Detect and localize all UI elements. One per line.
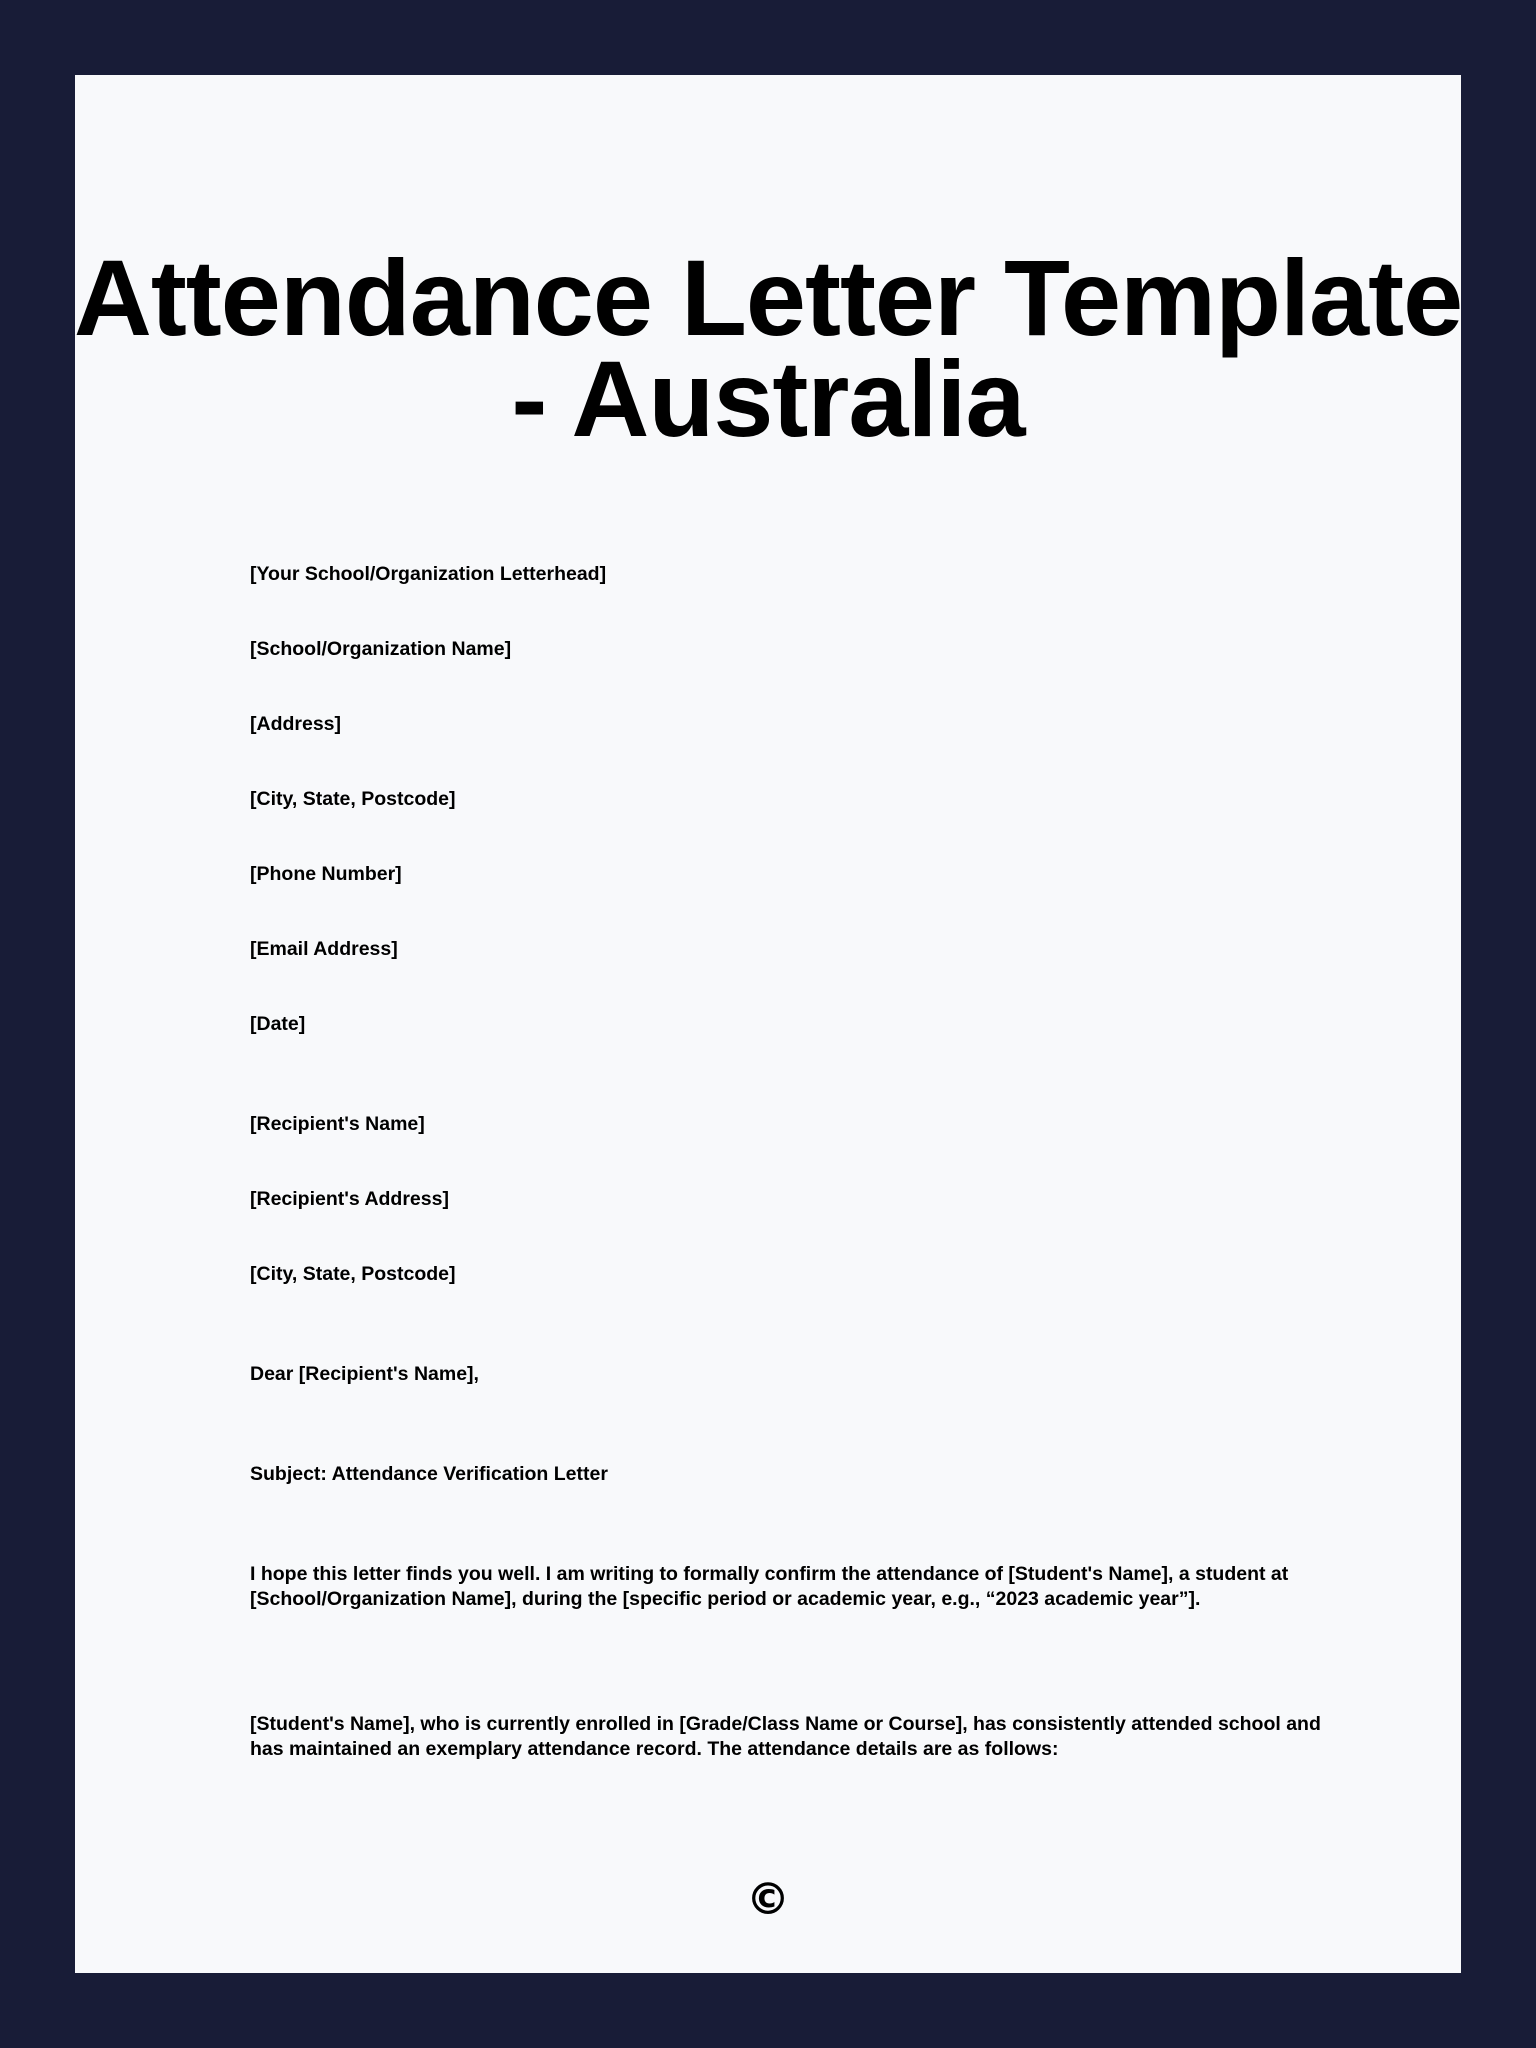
document-title: Attendance Letter Template - Australia [73, 237, 1463, 459]
sender-letterhead: [Your School/Organization Letterhead] [250, 563, 607, 585]
body-paragraph: I hope this letter finds you well. I am writing to formally confirm the attendance of [Student's Name], a student at [School/Organization Name], during the [specific period or academic year, e.g., “2023 academic year”]. [250, 1563, 1289, 1610]
sender-city-state-postcode: [City, State, Postcode] [250, 788, 456, 810]
recipient-city-state-postcode: [City, State, Postcode] [250, 1263, 456, 1285]
recipient-name: [Recipient's Name] [250, 1113, 425, 1135]
body-paragraph: [Student's Name], who is currently enrolled in [Grade/Class Name or Course], has consistently attended school and has maintained an exemplary attendance record. The attendance details are as follows: [250, 1713, 1321, 1760]
document-page [75, 75, 1461, 1973]
recipient-address: [Recipient's Address] [250, 1188, 449, 1210]
sender-email: [Email Address] [250, 938, 398, 960]
copyright-icon: © [746, 1874, 790, 1925]
sender-address: [Address] [250, 713, 342, 735]
salutation: Dear [Recipient's Name], [250, 1363, 479, 1385]
letter-date: [Date] [250, 1013, 306, 1035]
sender-name: [School/Organization Name] [250, 638, 512, 660]
subject-line: Subject: Attendance Verification Letter [250, 1463, 608, 1485]
sender-phone: [Phone Number] [250, 863, 402, 885]
